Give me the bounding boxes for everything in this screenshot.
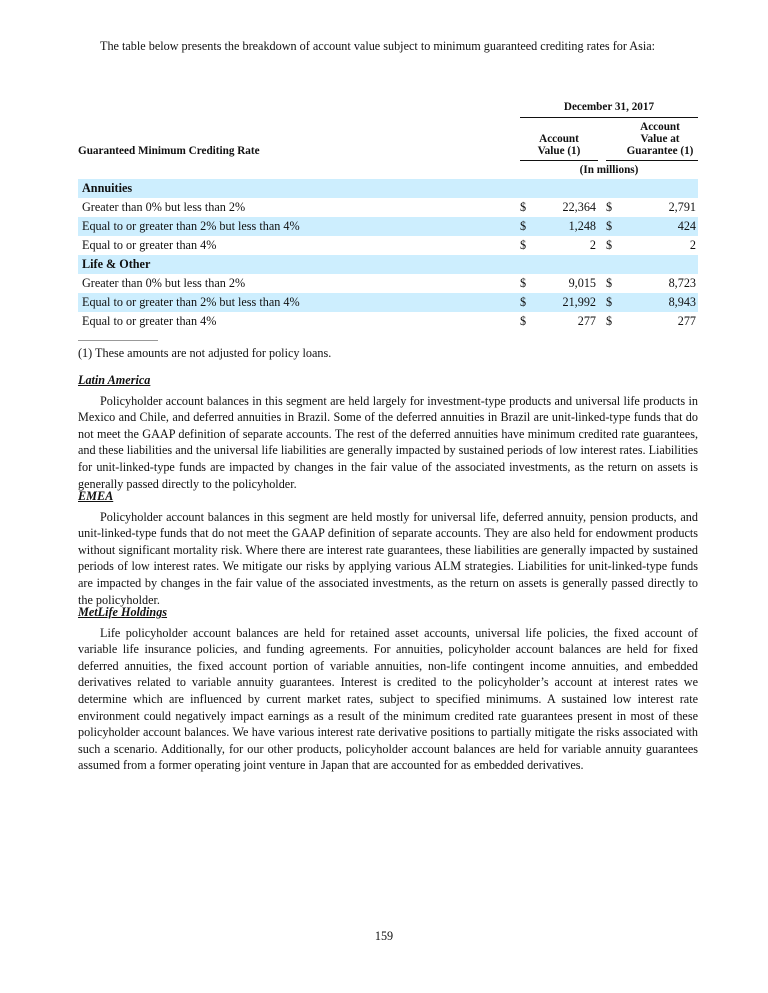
table-row (78, 217, 698, 236)
table-row (78, 312, 698, 331)
table-row (78, 293, 698, 312)
section-row (78, 179, 698, 198)
currency-symbol: $ (606, 200, 613, 214)
section-latin-america (78, 372, 698, 492)
row-label: Equal to or greater than 4% (82, 314, 217, 328)
account-value-at-guarantee: 424 (628, 217, 698, 236)
section-paragraph: Policyholder account balances in this segment are held largely for investment-type products and universal life products in Mexico and Chile, and deferred annuities in Brazil. Some of the deferred annuities in Brazil are unit-linked-type funds that do not meet the GAAP definition of separate accounts. The rest of the deferred annuities have minimum credited rate guarantees, and these liabilities and the universal life liabilities are generally impacted by sustained periods of low interest rates. Liabilities for unit-linked-type funds are impacted by changes in the fair value of the associated investments, as the return on assets is generally passed directly to the policyholder. (78, 393, 698, 491)
crediting-rate-table (78, 98, 698, 331)
table-row (78, 236, 698, 255)
account-value-at-guarantee: 8,943 (628, 293, 698, 312)
row-label: Equal to or greater than 2% but less than 4% (78, 217, 520, 236)
row-label: Greater than 0% but less than 2% (82, 200, 246, 214)
section-emea (78, 488, 698, 608)
currency-symbol: $ (606, 217, 628, 236)
section-title: Life & Other (78, 255, 698, 274)
section-paragraph: Life policyholder account balances are held for retained asset accounts, universal life policies, the fixed account of variable life insurance policies, and funding agreements. For annuities, policyholder account balances are held for fixed deferred annuities, the fixed account portion of variable annuities, non-life contingent income annuities, and embedded derivatives related to variable annuity guarantees. Interest is credited to the policyholder’s account at interest rates we determine which are influenced by current market rates, subject to specified minimums. A sustained low interest rate environment could negatively impact earnings as a result of the minimum credited rate guarantees present in most of these policyholder account balances. We have various interest rate derivative positions to partially mitigate the risks associated with such a scenario. Additionally, for our other products, policyholder account balances are held for variable annuity guarantees assumed from a former operating joint venture in Japan that are accounted for as embedded derivatives. (78, 625, 698, 773)
section-paragraph: Policyholder account balances in this segment are held mostly for universal life, deferred annuity, pension products, and unit-linked-type funds that do not meet the GAAP definition of separate accounts. They are also held for endowment products without significant mortality risk. Where there are interest rate guarantees, these liabilities are generally impacted by sustained periods of low interest rates. We mitigate our risks by applying various ALM strategies. Liabilities for unit-linked-type funds are impacted by changes in the fair value of the associated investments, as the return on assets is generally passed directly to the policyholder. (78, 509, 698, 607)
section-heading: MetLife Holdings (78, 605, 168, 619)
table-row (78, 198, 698, 217)
currency-symbol: $ (520, 217, 542, 236)
account-value: 9,015 (568, 276, 596, 290)
table-row (78, 274, 698, 293)
currency-symbol: $ (606, 276, 613, 290)
currency-symbol: $ (606, 293, 628, 312)
section-row (78, 255, 698, 274)
row-header: Guaranteed Minimum Crediting Rate (78, 145, 260, 157)
period-header: December 31, 2017 (520, 98, 698, 117)
row-label: Greater than 0% but less than 2% (82, 276, 246, 290)
section-title: Annuities (78, 179, 698, 198)
account-value: 277 (577, 314, 596, 328)
row-label: Equal to or greater than 4% (82, 238, 217, 252)
account-value: 2 (589, 238, 596, 252)
footnote-divider (78, 340, 158, 341)
currency-symbol: $ (520, 200, 527, 214)
col-account-value: Account Value (1) (520, 117, 598, 160)
col-account-value-guarantee: Account Value at Guarantee (1) (606, 117, 698, 160)
section-heading: Latin America (78, 373, 151, 387)
intro-text: The table below presents the breakdown of account value subject to minimum guaranteed crediting rates for Asia: (100, 39, 656, 53)
currency-symbol: $ (606, 238, 613, 252)
row-label: Equal to or greater than 2% but less than 4% (78, 293, 520, 312)
footnote: (1) These amounts are not adjusted for policy loans. (78, 346, 332, 360)
currency-symbol: $ (520, 314, 527, 328)
account-value: 1,248 (542, 217, 598, 236)
account-value: 21,992 (542, 293, 598, 312)
section-heading: EMEA (78, 489, 114, 503)
section-metlife-holdings (78, 604, 698, 774)
units-label: (In millions) (579, 163, 639, 176)
account-value: 22,364 (562, 200, 596, 214)
currency-symbol: $ (606, 314, 613, 328)
account-value-at-guarantee: 2,791 (668, 200, 696, 214)
currency-symbol: $ (520, 238, 527, 252)
page-number: 159 (374, 929, 394, 943)
currency-symbol: $ (520, 293, 542, 312)
currency-symbol: $ (520, 276, 527, 290)
account-value-at-guarantee: 8,723 (668, 276, 696, 290)
account-value-at-guarantee: 2 (689, 238, 696, 252)
account-value-at-guarantee: 277 (677, 314, 696, 328)
